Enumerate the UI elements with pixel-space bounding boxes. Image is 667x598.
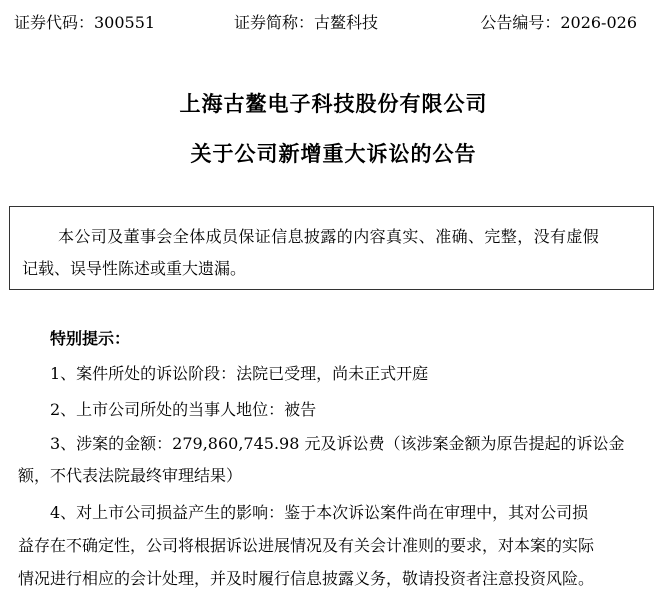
- security-abbreviation: 证券简称：古鳌科技: [234, 13, 379, 32]
- security-code: 证券代码：300551: [14, 13, 156, 32]
- notice-title: 关于公司新增重大诉讼的公告: [190, 141, 477, 166]
- tip-item-impact-line-2: 益存在不确定性，公司将根据诉讼进展情况及有关会计准则的要求，对本案的实际: [18, 536, 595, 555]
- announcement-header: [0, 8, 667, 34]
- company-title: 上海古鳌电子科技股份有限公司: [179, 91, 488, 116]
- statement-line-1: 本公司及董事会全体成员保证信息披露的内容真实、准确、完整，没有虚假: [58, 227, 600, 246]
- tip-item-party-status: 2、上市公司所处的当事人地位：被告: [50, 400, 317, 419]
- notice-number: 公告编号：2026-026: [480, 13, 637, 32]
- tip-item-amount-line-1: 3、涉案的金额：279,860,745.98 元及诉讼费（该涉案金额为原告提起的诉讼金: [50, 434, 625, 453]
- statement-line-2: 记载、误导性陈述或重大遗漏。: [22, 259, 247, 278]
- special-tips-heading: 特别提示：: [50, 329, 131, 348]
- tip-item-litigation-stage: 1、案件所处的诉讼阶段：法院已受理，尚未正式开庭: [50, 364, 429, 383]
- tip-item-impact-line-1: 4、对上市公司损益产生的影响：鉴于本次诉讼案件尚在审理中，其对公司损: [50, 503, 589, 522]
- tip-item-impact-line-3: 情况进行相应的会计处理，并及时履行信息披露义务，敬请投资者注意投资风险。: [18, 569, 595, 588]
- tip-item-amount-line-2: 额，不代表法院最终审理结果）: [18, 466, 243, 485]
- board-statement-box: [9, 206, 654, 290]
